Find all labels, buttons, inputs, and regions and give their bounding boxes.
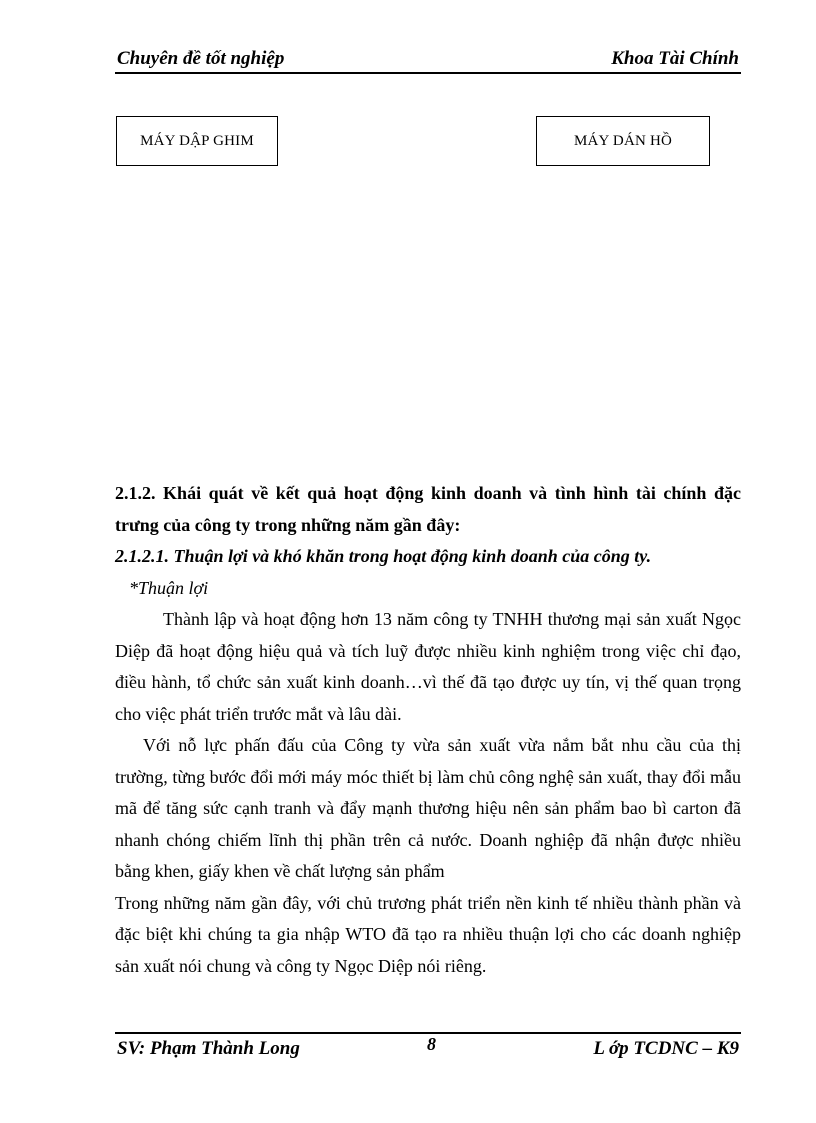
- footer-student-name: SV: Phạm Thành Long: [117, 1038, 300, 1059]
- page-footer: [115, 1032, 741, 1064]
- section-subheading: 2.1.2.1. Thuận lợi và khó khăn trong hoạt động kinh doanh của công ty.: [115, 546, 652, 566]
- header-left-title: Chuyên đề tốt nghiệp: [117, 48, 285, 69]
- diagram-box-stapler: MÁY DẬP GHIM: [116, 116, 278, 166]
- paragraph-1: Thành lập và hoạt động hơn 13 năm công ty TNHH thương mại sản xuất Ngọc Diệp đã hoạt động hiệu quả và tích luỹ được nhiều kinh nghiệm trong việc chỉ đạo, điều hành, tổ chức sản xuất kinh doanh…vì thế đã tạo được uy tín, vị thế quan trọng cho việc phát triển trước mắt và lâu dài.: [115, 609, 741, 724]
- advantages-label: *Thuận lợi: [129, 577, 209, 598]
- footer-page-number: 8: [427, 1034, 436, 1054]
- header-right-title: Khoa Tài Chính: [611, 48, 739, 69]
- section-heading: 2.1.2. Khái quát về kết quả hoạt động kinh doanh và tình hình tài chính đặc trưng của công ty trong những năm gần đây:: [115, 483, 741, 535]
- page-header: [115, 46, 741, 74]
- main-content: [115, 478, 741, 982]
- paragraph-2: Với nỗ lực phấn đấu của Công ty vừa sản xuất vừa nắm bắt nhu cầu của thị trường, từng bước đổi mới máy móc thiết bị làm chủ công nghệ sản xuất, thay đổi mẫu mã để tăng sức cạnh tranh và đẩy mạnh thương hiệu nên sản phẩm bao bì carton đã nhanh chóng chiếm lĩnh thị phần trên cả nước. Doanh nghiệp đã nhận được nhiều bằng khen, giấy khen về chất lượng sản phẩm: [115, 735, 741, 881]
- diagram-box-glue-machine: MÁY DÁN HỒ: [536, 116, 710, 166]
- footer-class: L ớp TCDNC – K9: [593, 1038, 739, 1059]
- paragraph-3: Trong những năm gần đây, với chủ trương phát triển nền kinh tế nhiều thành phần và đặc biệt khi chúng ta gia nhập WTO đã tạo ra nhiều thuận lợi cho các doanh nghiệp sản xuất nói chung và công ty Ngọc Diệp nói riêng.: [115, 892, 741, 976]
